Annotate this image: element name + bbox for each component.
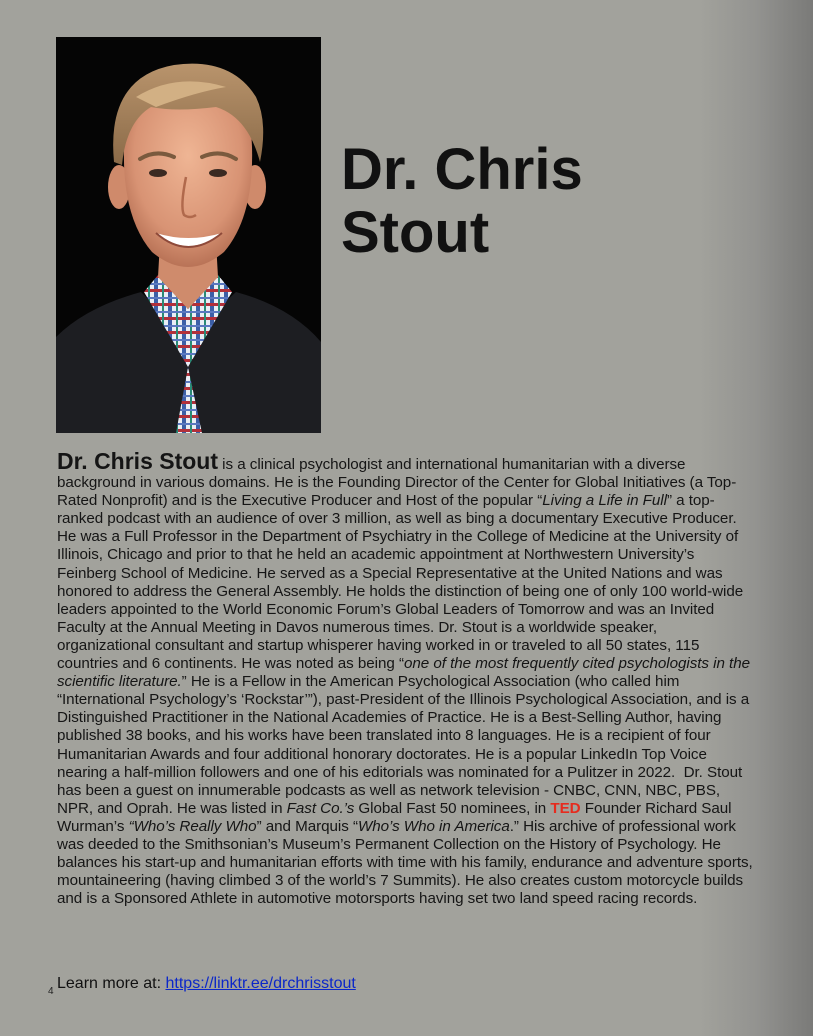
learn-more-label: Learn more at: [57,975,166,992]
cited-quote: one of the most frequently cited psychologists in the scientific literature. [57,655,751,691]
title-line-2: Stout [341,200,490,265]
bio-text-2: ” a top-ranked podcast with an audience of over 3 million, as well as bing a documentary Executive Producer. He was a Full Professor in the Department of Psychiatry in the College of Medicine at the University of Illinois, Chicago and prior to that he held an academic appointment at Northwestern University’s Feinberg School of Medicine. He served as a Special Representative at the United Nations and was honored to address the General Assembly. He holds the distinction of being one of only 100 world-wide leaders appointed to the World Economic Forum’s Global Leaders of Tomorrow and was an Invited Faculty at the Annual Meeting in Davos numerous times. Dr. Stout is a worldwide speaker, organizational consultant and startup whisperer having worked in or traveled to all 50 states, 115 countries and 6 continents. He was noted as being “ [57,492,744,673]
fastco-name: Fast Co.’s [286,799,355,817]
bio-text-5: Founder Richard Saul Wurman’s [57,799,732,835]
ted-mark: TED [550,799,581,817]
whos-really-who-title: “Who’s Really Who [128,817,257,835]
learn-more-line [57,975,356,993]
bio-paragraph [57,448,755,908]
title-line-1: Dr. Chris [341,137,583,202]
bio-text-6: ” and Marquis “ [256,817,358,835]
bio-text-1: is a clinical psychologist and international humanitarian with a diverse background in various domains. He is the Founding Director of the Center for Global Initiatives (a Top-Rated Nonprofit) and is the Executive Producer and Host of the popular “ [57,456,737,510]
podcast-title: Living a Life in Full [542,492,667,510]
bio-text-4: Global Fast 50 nominees, in [354,799,551,817]
bio-lead-name: Dr. Chris Stout [57,448,219,474]
linktree-link[interactable]: https://linktr.ee/drchrisstout [165,975,356,992]
whos-who-america-title: Who’s Who in America [357,817,510,835]
bio-text-7: .” His archive of professional work was deeded to the Smithsonian’s Museum’s Permanent Collection on the History of Psychology. He balances his start-up and humanitarian efforts with time with his family, endurance and adventure sports, mountaineering (having climbed 3 of the world’s 7 Summits). He also creates custom motorcycle builds and is a Sponsored Athlete in automotive motorsports having set two land speed racing records. [57,817,753,908]
page-title [341,138,671,264]
portrait-photo [56,37,321,433]
page-number: 4 [48,986,54,997]
bio-text-3: ” He is a Fellow in the American Psychological Association (who called him “International Psychology’s ‘Rockstar’”), past-President of the Illinois Psychological Association, and is a Distinguished Practitioner in the National Academies of Practice. He is a Best-Selling Author, having published 38 books, and his works have been translated into 8 languages. He is a recipient of four Humanitarian Awards and four additional honorary doctorates. He is a popular LinkedIn Top Voice nearing a half-million followers and one of his editorials was nominated for a Pulitzer in 2022. Dr. Stout has been a guest on innumerable podcasts as well as network television - CNBC, CNN, NBC, PBS, NPR, and Oprah. He was listed in [57,673,750,817]
